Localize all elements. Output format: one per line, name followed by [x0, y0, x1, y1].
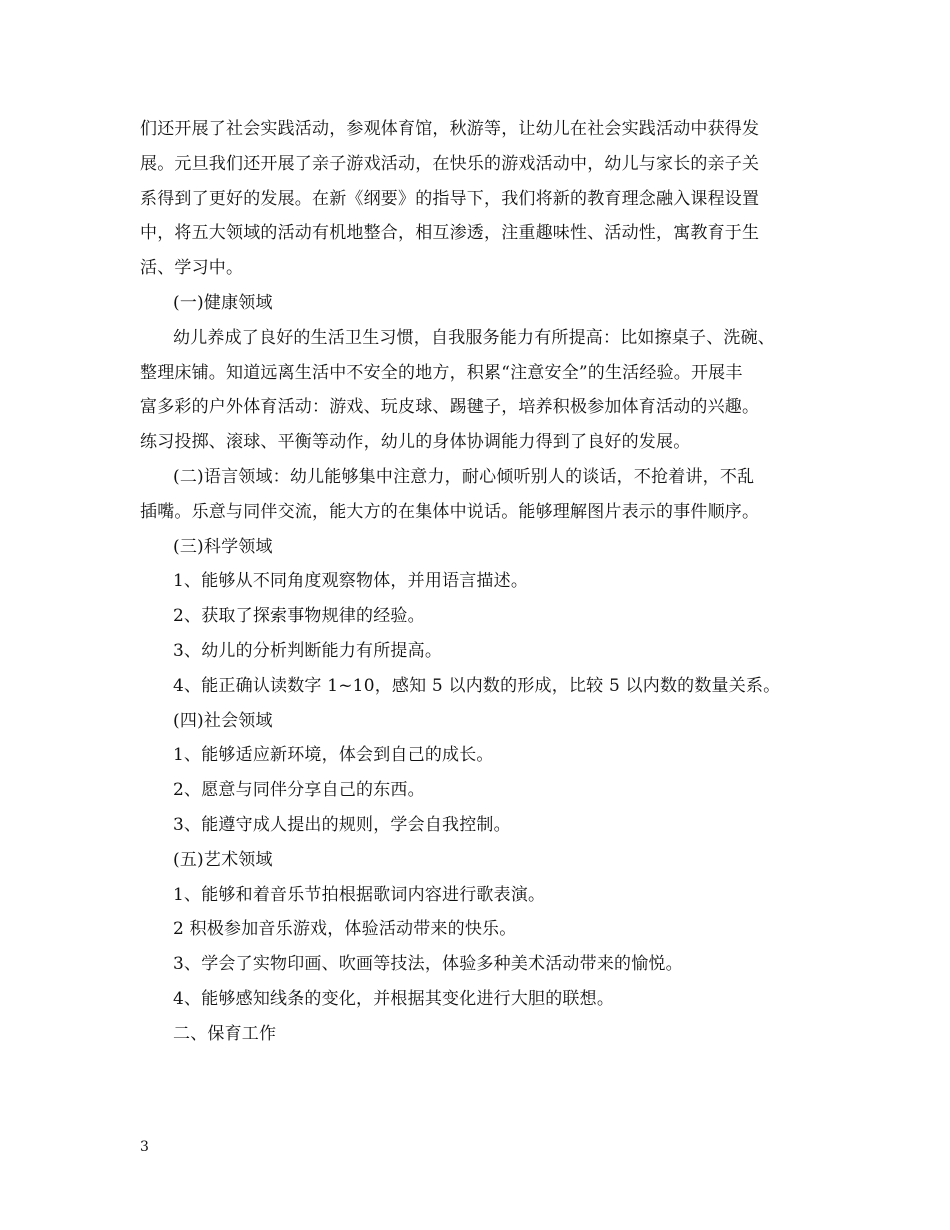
text-line: 整理床铺。知道远离生活中不安全的地方，积累“注意安全”的生活经验。开展丰: [140, 362, 743, 383]
text-line: (三)科学领域: [173, 536, 273, 557]
text-line: 3、幼儿的分析判断能力有所提高。: [173, 640, 443, 661]
text-line: (二)语言领域：幼儿能够集中注意力，耐心倾听别人的谈话，不抢着讲，不乱: [173, 466, 755, 487]
text-line: 3、学会了实物印画、吹画等技法，体验多种美术活动带来的愉悦。: [173, 954, 683, 975]
text-line: 2 积极参加音乐游戏，体验活动带来的快乐。: [173, 919, 517, 940]
text-line: 4、能正确认读数字 1~10，感知 5 以内数的形成，比较 5 以内数的数量关系。: [173, 675, 781, 696]
text-line: 系得到了更好的发展。在新《纲要》的指导下，我们将新的教育理念融入课程设置: [140, 188, 760, 209]
text-line: 们还开展了社会实践活动，参观体育馆，秋游等，让幼儿在社会实践活动中获得发: [140, 119, 760, 139]
text-line: (五)艺术领域: [173, 849, 273, 870]
text-line: 展。元旦我们还开展了亲子游戏活动，在快乐的游戏活动中，幼儿与家长的亲子关: [140, 153, 760, 174]
text-line: 1、能够和着音乐节拍根据歌词内容进行歌表演。: [173, 884, 546, 905]
text-line: 练习投掷、滚球、平衡等动作，幼儿的身体协调能力得到了良好的发展。: [140, 432, 691, 453]
document-body: [140, 112, 815, 1052]
text-line: 2、获取了探索事物规律的经验。: [173, 606, 425, 627]
text-line: 幼儿养成了良好的生活卫生习惯，自我服务能力有所提高：比如擦桌子、洗碗、: [173, 327, 775, 348]
text-line: 1、能够适应新环境，体会到自己的成长。: [173, 745, 494, 766]
text-line: 插嘴。乐意与同伴交流，能大方的在集体中说话。能够理解图片表示的事件顺序。: [140, 501, 760, 522]
text-line: (一)健康领域: [173, 292, 273, 313]
text-line: 1、能够从不同角度观察物体，并用语言描述。: [173, 571, 529, 592]
text-line: (四)社会领域: [173, 710, 273, 731]
text-line: 二、保育工作: [173, 1023, 277, 1044]
text-line: 活、学习中。: [140, 258, 244, 279]
page-number: 3: [140, 1139, 149, 1155]
text-line: 4、能够感知线条的变化，并根据其变化进行大胆的联想。: [173, 988, 615, 1009]
text-line: 中，将五大领域的活动有机地整合，相互渗透，注重趣味性、活动性，寓教育于生: [140, 223, 760, 244]
text-line: 2、愿意与同伴分享自己的东西。: [173, 780, 425, 801]
text-line: 3、能遵守成人提出的规则，学会自我控制。: [173, 814, 511, 835]
text-line: 富多彩的户外体育活动：游戏、玩皮球、踢毽子，培养积极参加体育活动的兴趣。: [140, 397, 760, 418]
